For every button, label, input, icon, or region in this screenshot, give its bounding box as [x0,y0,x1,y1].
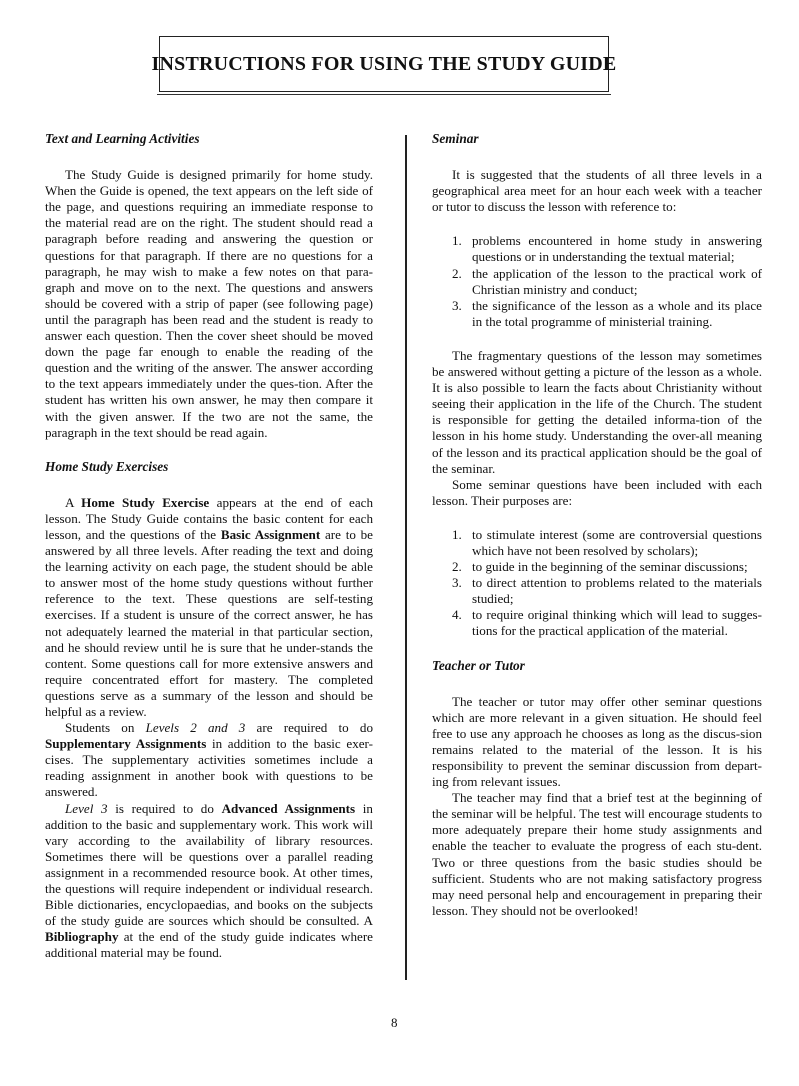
paragraph-seminar-1: It is suggested that the students of all three levels in a geographical area meet for an hour each week with a teacher or tutor to discuss the lesson with reference to: [432,167,762,215]
list-item: 4. to require original thinking which will lead to sugges-tions for the practical application of the material. [452,607,762,639]
paragraph-home-study-2: Students on Levels 2 and 3 are required to do Supplementary Assignments in addition to the basic exer-cises. The supplementary activities sometimes include a reading assignment in another book with questions to be answered. [45,720,374,800]
section-heading-teacher-or-tutor: Teacher or Tutor [432,657,525,673]
paragraph-text-learning: The Study Guide is designed primarily for home study. When the Guide is opened, the text appears on the left side of the page, and questions requiring an immediate response to the material read are on the right. The student should read a paragraph before reading and answering the question or questions for that paragraph. If there are no questions for a paragraph, he may wish to make a few notes on that para-graph and move on to the next. The questions and answers should be covered with a strip of paper (see following page) until the paragraph has been read and the student is ready to answer each question. Then the cover sheet should be moved down the page far enough to enable the reading of the question and the writing of the answer. The answer according to the text appears immediately under the ques-tion. After the student has written his own answer, he may then compare it with the given answer. If the two are not the same, the paragraph in the text should be read again. [45,167,373,440]
page-number: 8 [391,1015,398,1030]
list-item: 1. to stimulate interest (some are controversial questions which have not been resolved by scholars); [452,526,762,558]
paragraph-teacher-2: The teacher may find that a brief test at the beginning of the seminar will be helpful. The test will encourage students to more adequately prepare their home study assignments and enable the teacher to evaluate the progress of each stu-dent. Two or three questions from the basic studies should be sufficient. Students who are not making satisfactory progress may need personal help and encouragement in preparing their lesson. They should not be overlooked! [432,790,762,918]
term-advanced-assignments: Advanced Assignments [221,800,356,816]
list-item: 1. problems encountered in home study in answering questions or in understanding the textual material; [452,233,762,265]
section-heading-seminar: Seminar [432,131,479,146]
list-item: 2. to guide in the beginning of the seminar discussions; [452,559,748,575]
title-box [151,36,617,92]
column-divider [405,135,407,980]
list-item: 2. the application of the lesson to the practical work of Christian ministry and conduct; [452,265,762,297]
right-column [432,131,762,919]
term-bibliography: Bibliography [45,929,119,945]
term-home-study-exercise: Home Study Exercise [81,494,210,510]
page-title: INSTRUCTIONS FOR USING THE STUDY GUIDE [151,52,617,75]
term-supplementary-assignments: Supplementary Assignments [45,736,207,752]
term-basic-assignment: Basic Assignment [220,526,321,542]
list-item: 3. to direct attention to problems related to the materials studied; [452,575,762,607]
paragraph-home-study-1: A Home Study Exercise appears at the end of each lesson. The Study Guide contains the basic content for each lesson, and the questions of the Basic Assignment are to be answered by all three levels. After reading the text and doing the learning activity on each page, the student should be able to answer most of the home study questions without further reference to the text. These questions are self-testing exercises. If a student is unsure of the correct answer, he has not adequately learned the material in that particular section, and he should review until he is sure that he under-stands the content. Some questions call for more extensive answers and require concentrated effort for mastery. The completed questions serve as a summary of the lesson and should be helpful as a review. [45,494,373,719]
seminar-reference-list [432,233,762,330]
left-column [45,131,373,962]
list-item: 3. the significance of the lesson as a whole and its place in the total programme of ministerial training. [452,297,762,329]
seminar-purposes-list [432,527,762,640]
paragraph-seminar-3: Some seminar questions have been included with each lesson. Their purposes are: [432,476,762,508]
section-heading-home-study: Home Study Exercises [45,458,169,474]
paragraph-teacher-1: The teacher or tutor may offer other seminar questions which are more relevant in a given situation. He should feel free to use any approach he chooses as long as the discus-sion remains related to the material of the lesson. It is his responsibility to prevent the seminar discussion from depart-ing from relevant issues. [432,693,762,790]
paragraph-home-study-3: Level 3 is required to do Advanced Assignments in addition to the basic and supplementary work. This work will vary according to the availability of library resources. Sometimes there will be questions over a parallel reading assignment in a recommended resource book. At other times, the questions will require independent or individual research. Bible dictionaries, encyclopaedias, and books on the subjects of the study guide are sources which should be consulted. A Bibliography at the end of the study guide indicates where additional material may be found. [45,800,373,961]
section-heading-text-and-learning: Text and Learning Activities [45,131,200,146]
paragraph-seminar-2: The fragmentary questions of the lesson may sometimes be answered without getting a picture of the lesson as a whole. It is also possible to learn the facts about Christianity without seeing their application in the life of the Church. The student is responsible for getting the detailed informa-tion of the lesson in his home study. Understanding the over-all meaning of the lesson and its practical application should be the goal of the seminar. [432,347,762,476]
